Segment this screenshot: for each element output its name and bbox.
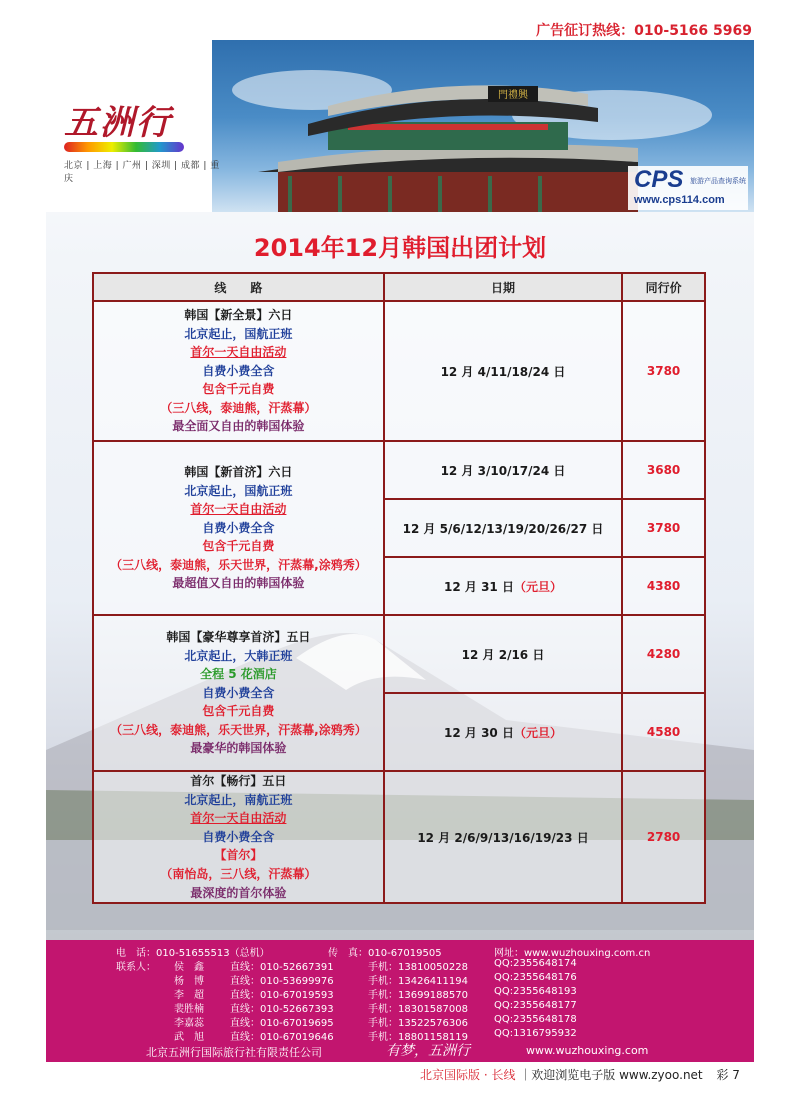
company-name: 北京五洲行国际旅行社有限责任公司	[146, 1046, 322, 1059]
departure-date: 12 月 31 日	[444, 579, 514, 594]
date-cell	[384, 557, 622, 615]
page-frame	[46, 40, 754, 1062]
route-name: 韩国【新全景】六日	[184, 307, 293, 322]
contact-direct: 直线：010-67019646	[230, 1032, 334, 1043]
route-included: 包含千元自费	[202, 704, 275, 719]
price-cell: 3780	[622, 301, 705, 441]
cps-url: www.cps114.com	[634, 194, 725, 206]
footer-main-row	[46, 944, 754, 958]
contact-mobile: 手机：13699188570	[368, 990, 468, 1001]
contact-mobile: 手机：13426411194	[368, 976, 468, 987]
date-cell	[384, 441, 622, 499]
route-flight: 北京起止，大韩正班	[184, 648, 293, 663]
departure-date: 12 月 4/11/18/24 日	[440, 364, 566, 379]
contact-qq: QQ:2355648178	[494, 1014, 577, 1025]
contact-qq: QQ:1316795932	[494, 1028, 577, 1039]
header-banner	[46, 40, 754, 212]
header-price: 同行价	[622, 273, 705, 301]
route-slogan: 最深度的首尔体验	[190, 885, 287, 900]
route-included: 自费小费全含	[202, 685, 275, 700]
price-cell: 4380	[622, 557, 705, 615]
contact-name: 李 超	[174, 990, 204, 1001]
route-cell	[93, 615, 384, 771]
contact-row	[46, 1014, 754, 1028]
contact-direct: 直线：010-67019593	[230, 990, 334, 1001]
route-name: 首尔【畅行】五日	[190, 774, 287, 788]
contact-direct: 直线：010-67019695	[230, 1018, 334, 1029]
company-logo	[64, 95, 224, 195]
website-address: 网址：www.wuzhouxing.com.cn	[494, 948, 651, 959]
contact-row	[46, 1000, 754, 1014]
palace-image	[218, 44, 638, 212]
contact-label: 联系人：	[116, 962, 156, 973]
route-attractions: （三八线，泰迪熊，汗蒸幕）	[160, 400, 317, 415]
company-website: www.wuzhouxing.com	[526, 1044, 649, 1057]
contact-footer	[46, 940, 754, 1062]
header-route: 线 路	[93, 273, 384, 301]
price-cell: 4280	[622, 615, 705, 693]
cps-logo: CPS	[634, 166, 684, 193]
contact-mobile: 手机：18301587008	[368, 1004, 468, 1015]
contact-direct: 直线：010-52667391	[230, 962, 334, 973]
route-attractions: （南怡岛，三八线，汗蒸幕）	[160, 866, 317, 881]
contact-name: 杨 博	[174, 976, 204, 987]
price-cell: 2780	[622, 771, 705, 903]
route-included: 包含千元自费	[202, 382, 275, 397]
date-cell	[384, 615, 622, 693]
contact-qq: QQ:2355648193	[494, 986, 577, 997]
date-cell	[384, 499, 622, 557]
logo-mark: 五洲行	[64, 103, 172, 143]
route-included: 【首尔】	[214, 848, 263, 863]
price-cell: 3780	[622, 499, 705, 557]
slogan-signature: 有梦，五洲行	[386, 1043, 470, 1059]
contact-qq: QQ:2355648177	[494, 1000, 577, 1011]
contact-direct: 直线：010-53699976	[230, 976, 334, 987]
route-name: 韩国【新首济】六日	[184, 464, 293, 479]
svg-text:門禮興: 門禮興	[498, 90, 528, 101]
page-footer	[420, 1066, 740, 1083]
cps-badge	[628, 166, 748, 210]
table-row	[93, 771, 705, 903]
header-date: 日期	[384, 273, 622, 301]
cps-subtitle: 旅游产品查询系统	[690, 177, 746, 185]
contact-name: 武 旭	[174, 1032, 204, 1043]
holiday-note: （元旦）	[513, 725, 562, 740]
route-flight: 北京起止，国航正班	[184, 326, 293, 341]
welcome-text: ｜欢迎浏览电子版 www.zyoo.net	[519, 1068, 703, 1082]
edition-label: 北京国际版 · 长线	[420, 1068, 516, 1082]
contact-name: 李嘉蕊	[174, 1018, 204, 1029]
tour-schedule-table	[92, 272, 706, 904]
contact-direct: 直线：010-52667393	[230, 1004, 334, 1015]
contact-qq: QQ:2355648176	[494, 972, 577, 983]
contact-name: 侯 鑫	[174, 962, 204, 973]
contact-mobile: 手机：13522576306	[368, 1018, 468, 1029]
departure-date: 12 月 3/10/17/24 日	[440, 463, 566, 478]
route-included: 自费小费全含	[202, 829, 275, 844]
route-slogan: 最豪华的韩国体验	[190, 741, 287, 756]
phone-number: 电 话：010-51655513（总机）	[116, 948, 270, 959]
date-cell	[384, 693, 622, 771]
logo-cities: 北京 | 上海 | 广州 | 深圳 | 成都 | 重庆	[64, 161, 220, 184]
table-row	[93, 441, 705, 499]
route-cell	[93, 301, 384, 441]
contact-mobile: 手机：18801158119	[368, 1032, 468, 1043]
route-flight: 北京起止，国航正班	[184, 483, 293, 498]
route-slogan: 最超值又自由的韩国体验	[172, 576, 305, 591]
route-feature: 首尔一天自由活动	[190, 502, 287, 517]
contact-row	[46, 972, 754, 986]
route-slogan: 最全面又自由的韩国体验	[172, 419, 305, 434]
departure-date: 12 月 30 日	[444, 725, 514, 740]
route-included: 自费小费全含	[202, 363, 275, 378]
route-cell	[93, 771, 384, 903]
route-cell	[93, 441, 384, 615]
table-row	[93, 301, 705, 441]
contact-row	[46, 958, 754, 972]
departure-date: 12 月 2/16 日	[461, 647, 545, 662]
route-included: 自费小费全含	[202, 520, 275, 535]
route-included: 包含千元自费	[202, 539, 275, 554]
fax-number: 传 真：010-67019505	[328, 948, 442, 959]
departure-date: 12 月 2/6/9/13/16/19/23 日	[417, 830, 589, 845]
departure-date: 12 月 5/6/12/13/19/20/26/27 日	[402, 521, 604, 536]
contact-name: 裴胜楠	[174, 1004, 204, 1015]
route-name: 韩国【豪华尊享首济】五日	[166, 629, 311, 644]
route-attractions: （三八线，泰迪熊，乐天世界，汗蒸幕,涂鸦秀）	[110, 557, 367, 572]
table-row	[93, 615, 705, 693]
date-cell	[384, 771, 622, 903]
contact-qq: QQ:2355648174	[494, 958, 577, 969]
route-feature: 全程 5 花酒店	[200, 667, 277, 682]
route-feature: 首尔一天自由活动	[190, 811, 287, 826]
route-feature: 首尔一天自由活动	[190, 345, 287, 360]
contact-mobile: 手机：13810050228	[368, 962, 468, 973]
date-cell	[384, 301, 622, 441]
route-flight: 北京起止，南航正班	[184, 792, 293, 807]
contact-row	[46, 986, 754, 1000]
ad-hotline: 广告征订热线：010-5166 5969	[536, 23, 752, 39]
page-number: 彩 7	[716, 1068, 740, 1082]
route-attractions: （三八线，泰迪熊，乐天世界，汗蒸幕,涂鸦秀）	[110, 722, 367, 737]
holiday-note: （元旦）	[513, 579, 562, 594]
price-cell: 4580	[622, 693, 705, 771]
page-title: 2014年12月韩国出团计划	[253, 234, 547, 262]
price-cell: 3680	[622, 441, 705, 499]
